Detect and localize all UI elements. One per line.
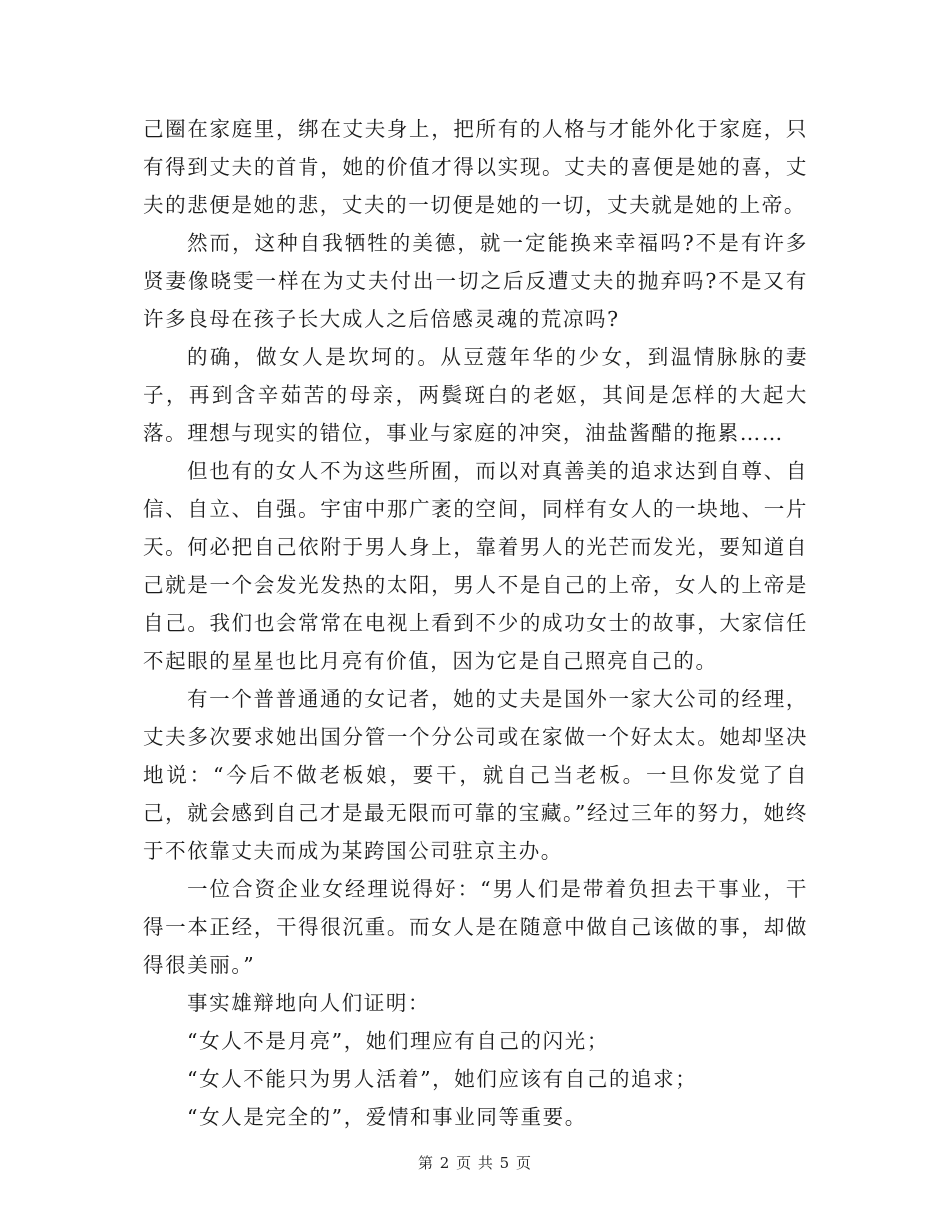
paragraph: 的确，做女人是坎坷的。从豆蔻年华的少女，到温情脉脉的妻子，再到含辛茹苦的母亲，两鬓斑白的老妪，其间是怎样的大起大落。理想与现实的错位，事业与家庭的冲突，油盐酱醋的拖累……	[143, 345, 808, 445]
quote-line: “女人是完全的”，爱情和事业同等重要。	[187, 1105, 587, 1129]
paragraph: 一位合资企业女经理说得好：“男人们是带着负担去干事业，干得一本正经，干得很沉重。而女人是在随意中做自己该做的事，却做得很美丽。”	[143, 877, 808, 977]
paragraph: 但也有的女人不为这些所囿，而以对真善美的追求达到自尊、自信、自立、自强。宇宙中那广袤的空间，同样有女人的一块地、一片天。何必把自己依附于男人身上，靠着男人的光芒而发光，要知道自己就是一个会发光发热的太阳，男人不是自己的上帝，女人的上帝是自己。我们也会常常在电视上看到不少的成功女士的故事，大家信任不起眼的星星也比月亮有价值，因为它是自己照亮自己的。	[143, 459, 808, 673]
paragraph-continued: 己圈在家庭里，绑在丈夫身上，把所有的人格与才能外化于家庭，只有得到丈夫的首肯，她的价值才得以实现。丈夫的喜便是她的喜，丈夫的悲便是她的悲，丈夫的一切便是她的一切，丈夫就是她的上帝。	[143, 117, 808, 217]
paragraph: 事实雄辩地向人们证明：	[187, 991, 431, 1015]
body-text	[143, 110, 808, 1136]
paragraph: 有一个普普通通的女记者，她的丈夫是国外一家大公司的经理，丈夫多次要求她出国分管一个分公司或在家做一个好太太。她却坚决地说：“今后不做老板娘，要干，就自己当老板。一旦你发觉了自己，就会感到自己才是最无限而可靠的宝藏。”经过三年的努力，她终于不依靠丈夫而成为某跨国公司驻京主办。	[143, 687, 808, 863]
quote-line: “女人不能只为男人活着”，她们应该有自己的追求；	[187, 1067, 698, 1091]
paragraph: 然而，这种自我牺牲的美德，就一定能换来幸福吗?不是有许多贤妻像晓雯一样在为丈夫付出一切之后反遭丈夫的抛弃吗?不是又有许多良母在孩子长大成人之后倍感灵魂的荒凉吗?	[143, 231, 808, 331]
quote-line: “女人不是月亮”，她们理应有自己的闪光；	[187, 1029, 609, 1053]
page-footer: 第 2 页 共 5 页	[418, 1154, 532, 1172]
